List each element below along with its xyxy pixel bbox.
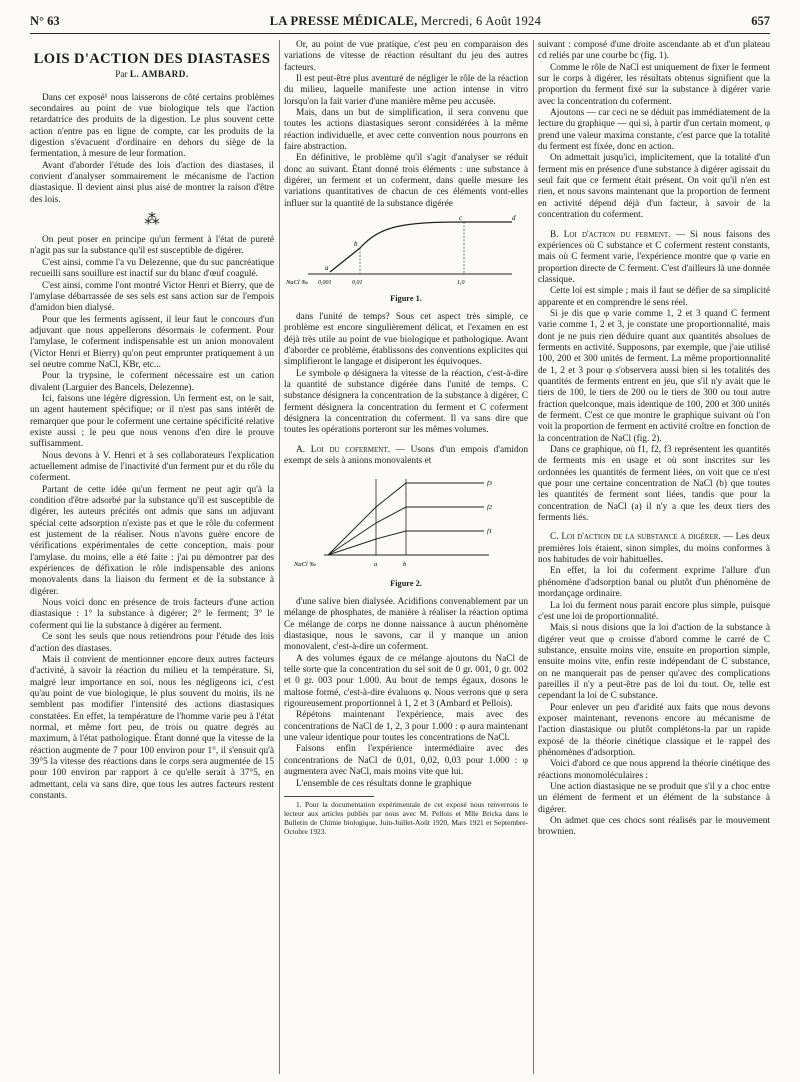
paragraph: Faisons enfin l'expérience intermédiaire avec des concentrations de NaCl de 0,01, 0,02, 0,03 pour 1.000 : φ augmentera avec NaCl, mais moins vite que lui. xyxy=(284,744,528,778)
journal-name: LA PRESSE MÉDICALE, xyxy=(269,13,418,28)
author-name: L. AMBARD. xyxy=(129,69,189,80)
section-c xyxy=(538,532,770,566)
paragraph: Mais si nous disions que la loi d'action de la substance à digérer veut que φ croisse d'abord comme le carré de C substance, ensuite moins vite, ensuite en proportion simple, ensuite moins vite, enfin reste indépendant de C substance, on ne manquerait pas de penser qu'avec des complications pareilles il n'y a peut-être pas de loi du tout. Or, telle est cependant la loi de C substance. xyxy=(538,623,770,702)
curve-bc xyxy=(360,222,464,248)
section-stars: ⁂ xyxy=(144,212,160,229)
paragraph: Dans cet exposé¹ nous laisserons de côté certains problèmes secondaires au point de vue biologique tels que l'action retardatrice des produits de la digestion. Le plus souvent cette action n'entre pas en ligne de compte, car les produits de la digestion s'évacuent d'ordinaire en dehors du siège de la fermentation, à mesure de leur formation. xyxy=(30,92,274,160)
journal-line xyxy=(270,14,541,29)
figure-2 xyxy=(284,471,528,575)
paragraph: Nous devons à V. Henri et à ses collaborateurs l'explication actuellement admise de l'inactivité d'un ferment pur et du rôle du coferment. xyxy=(30,450,274,484)
paragraph: En effet, la loi du coferment exprime l'allure d'un phénomène d'adsorption banal ou plutôt d'un phénomène de mordançage ordinaire. xyxy=(538,566,770,600)
paragraph: Ce sont les seuls que nous retiendrons pour l'étude des lois d'action des diastases. xyxy=(30,632,274,654)
header-rule xyxy=(30,33,770,34)
column-1 xyxy=(30,40,274,1076)
paragraph: Dans ce graphique, où f1, f2, f3 représentent les quantités de ferments mis en usage et où sont inscrites sur les ordonnées les quantités de ferment liées, on voit que ce n'est que pour une certaine concentration de NaCl (b) que toutes les quantités de ferment sont liées, tandis que pour la concentration de NaCl (a) il n'y a que les deux tiers des ferments liés. xyxy=(538,445,770,524)
x-axis-label: NaCl ‰ xyxy=(294,561,316,569)
figure-2-caption: Figure 2. xyxy=(390,578,422,588)
figure-2-graph xyxy=(284,471,528,571)
paragraph: Il est peut-être plus aventuré de négliger le rôle de la réaction du milieu, laquelle manifeste une action intense in vitro lorsqu'on la fait varier d'une manière même peu accusée. xyxy=(284,74,528,107)
series-label-f1: f1 xyxy=(487,528,493,536)
paragraph: C'est ainsi, comme l'ont montré Victor Henri et Bierry, que de l'amylase débarrassée de ses sels est sans action sur de l'empois d'amidon bien dialysé. xyxy=(30,280,274,314)
x-tick-b: b xyxy=(403,561,407,569)
segment-ab xyxy=(330,248,360,272)
paragraph: On peut poser en principe qu'un ferment à l'état de pureté n'agit pas sur la substance qu'il est susceptible de digérer. xyxy=(30,235,274,257)
paragraph: dans l'unité de temps? Sous cet aspect très simple, ce problème est encore singulièrement délicat, et l'examen en est déjà très utile au point de vue biologique et pathologique. Avant d'aborder ce problème, établissons des conventions explicites qui simplifieront le langage et disiperont les équivoques. xyxy=(284,311,528,368)
column-2 xyxy=(284,40,528,1076)
paragraph: Nous voici donc en présence de trois facteurs d'une action diastasique : 1° la substance à digérer; 2° le ferment; 3° le coferment qui lie la substance à digérer au ferment. xyxy=(30,598,274,631)
section-b-text: — Si nous faisons des expériences où C substance et C coferment restent constants, mais où C ferment varie, l'expérience montre que φ varie en proportion directe de C ferment. C'est d'ailleurs là une donnée classique. xyxy=(538,229,770,285)
point-a-label: a xyxy=(325,264,329,273)
x-tick: 0,01 xyxy=(352,280,363,287)
section-a xyxy=(284,445,528,468)
paragraph: En définitive, le problème qu'il s'agit d'analyser se réduit donc au suivant. Étant donné trois éléments : une substance à digérer, un ferment et un coferment, dans quelle mesure les variations quantitatives de chacun de ces éléments vont-elles influer sur la quantité de la substance digérée xyxy=(284,153,528,209)
paragraph: Pour que les ferments agissent, il leur faut le concours d'un adjuvant que nous appellerons désormais le coferment. Pour l'amylase, le coferment indispensable est un anion monovalent (Victor Henri et Bierry) qu'on peut emprunter pratiquement à un sel neutre comme NaCl, KBr, etc... xyxy=(30,314,274,370)
paragraph: Partant de cette idée qu'un ferment ne peut agir qu'à la condition d'être adsorbé par la substance qu'il est susceptible de digérer, les auteurs précités ont admis que sans un adjuvant spécial cette adsorption n'existe pas et que le rôle du coferment est justement de la réaliser. Nous n'avons guère encore de vérifications expérimentales de cette conception, mais pour l'amylase. du moins, elle a été faite : j'ai pu démontrer par des expériences de défixation le rôle indispensable des anions monovalents dans la liaison du ferment et de la substance à digérer. xyxy=(30,484,274,597)
column-3 xyxy=(538,40,770,1076)
paragraph: Avant d'aborder l'étude des lois d'action des diastases, il convient d'analyser sommairement le mécanisme de l'action diastasique. Il devient ainsi plus aisé de montrer la raison d'être des lois. xyxy=(30,160,274,205)
paragraph: Voici d'abord ce que nous apprend la théorie cinétique des réactions monomoléculaires : xyxy=(538,759,770,781)
article-author xyxy=(30,69,274,80)
paragraph: C'est ainsi, comme l'a vu Delezenne, que du suc pancréatique recueilli sans souillure est inactif sur du blanc d'œuf coagulé. xyxy=(30,257,274,280)
section-a-heading: A. Loi du coferment. xyxy=(296,444,390,455)
page-number-left: N° 63 xyxy=(30,13,60,28)
x-tick: 0,001 xyxy=(318,280,332,287)
paragraph: Mais, dans un but de simplification, il sera convenu que toutes les actions diastasiques seront considérées à la même réaction individuelle, et avec cette convention nous pourrons en faire abstraction. xyxy=(284,108,528,153)
paragraph: La loi du ferment nous parait encore plus simple, puisque c'est une loi de proportionnalité. xyxy=(538,600,770,622)
page-number-right: 657 xyxy=(751,13,770,28)
figure-1-graph xyxy=(284,214,528,286)
section-a-text: — Usons d'un empois d'amidon exempt de sels à anions monovalents et xyxy=(284,444,528,466)
x-tick-a: a xyxy=(374,561,378,569)
paragraph: Ajoutons — car ceci ne se déduit pas immédiatement de la lecture du graphique — qui si, à partir d'un certain moment, φ prend une valeur maxima constante, c'est parce que la totalité du ferment est fixée, donc en action. xyxy=(538,108,770,153)
paragraph: On admettait jusqu'ici, implicitement, que la totalité d'un ferment mis en présence d'une substance à digérer agissait du seul fait que ce ferment était présent. On voit qu'il n'en est rien, et nous savons maintenant que la proportion de ferment en activité dépend déjà d'un facteur, à savoir de la concentration du coferment. xyxy=(538,153,770,221)
paragraph: d'une salive bien dialysée. Acidifions convenablement par un mélange de phosphates, de manière à réaliser la réaction optima Ce mélange de corps ne donne naissance à aucun phénomène diastasique, nous le savons, car il y manque un anion monovalent, c'est-à-dire un coferment. xyxy=(284,597,528,653)
footnote: 1. Pour la documentation expérimentale de cet exposé nous renverrons le lecteur aux articles publiés par nous avec M. Pellois et Mlle Bricka dans le Bulletin de Chimie biologique, Juin-Juillet-Août 1920, Mars 1921 et Septembre-Octobre 1923. xyxy=(284,799,528,837)
paragraph: Le symbole φ désignera la vitesse de la réaction, c'est-à-dire la quantité de substance digérée dans l'unité de temps. C substance désignera la concentration de la substance à digérer, C ferment désignera la concentration du ferment et C coferment désignera la concentration du coferment. Il va sans dire que toutes les opérations porteront sur les mêmes volumes. xyxy=(284,368,528,436)
section-c-heading: C. Loi d'action de la substance a digérer. xyxy=(550,532,721,543)
paragraph: Mais il convient de mentionner encore deux autres facteurs d'activité, à savoir la réaction du milieu et la température. Si, malgré leur importance en soi, nous les négligeons ici, c'est qu'au point de vue biologique, le plus souvent du moins, ils ne semblent pas modifier l'intensité des actions diastasiques constatées. En effet, la température de l'homme varie peu à l'état normal, et même fort peu, de trois ou quatre degrés au maximum, à l'état pathologique. Étant donné que la vitesse de la réaction augmente de 7 pour 100 environ pour 1°, il s'ensuit qu'à 39°5 la vitesse des réactions dans le corps sera augmentée de 15 pour 100 environ par rapport à ce qu'elle serait à 37°5, en admettant, cela va sans dire, que tous les autres facteurs restent constants. xyxy=(30,654,274,801)
figure-1-caption: Figure 1. xyxy=(390,293,422,303)
column-divider xyxy=(533,40,534,1074)
point-d-label: d xyxy=(512,214,516,223)
paragraph: Comme le rôle de NaCl est uniquement de fixer le ferment sur le corps à digérer, les résultats obtenus signifient que la proportion du ferment fixé sur la substance à digérer varie avec la concentration du coferment. xyxy=(538,62,770,107)
issue-date: Mercredi, 6 Août 1924 xyxy=(420,13,542,28)
point-c-label: c xyxy=(459,214,463,223)
paragraph: Une action diastasique ne se produit que s'il y a choc entre un élément de ferment et un élément de la substance à digérer. xyxy=(538,782,770,815)
paragraph: Si je dis que φ varie comme 1, 2 et 3 quand C ferment varie comme 1, 2 et 3, je constate une proportionnalité, mais dont je ne puis rien déduire quant aux quantités absolues de ferments en activité. Supposons, par exemple, que j'aie utilisé 100, 200 et 300 unités de ferment. La même proportionnalité de 1, 2 et 3 pour φ s'observera aussi bien si les totalités des quantités de ferments entrent en jeu, que s'il n'y avait que le tiers de 100, le tiers de 200 ou le tiers de 300 ou tout autre fraction quelconque, mais identique de 100, 200 et 300 unités de ferment. C'est ce que montre le graphique suivant où l'on voit la proportion de ferment en activité croître en fonction de la concentration de NaCl (fig. 2). xyxy=(538,308,770,444)
point-b-label: b xyxy=(354,240,358,249)
paragraph: Or, au point de vue pratique, c'est peu en comparaison des variations de vitesse de réaction résultant du jeu des autres facteurs. xyxy=(284,40,528,73)
figure-1 xyxy=(284,214,528,290)
column-divider xyxy=(279,40,280,1074)
paragraph: A des volumes égaux de ce mélange ajoutons du NaCl de telle sorte que la concentration du sel soit de 0 gr. 001, 0 gr. 002 et 0 gr. 003 pour 1.000. Au bout de temps égaux, dosons le maltose formé, c'est-à-dire évaluons φ. Nous verrons que φ sera rigoureusement proportionnel à 1, 2 et 3 (Ambard et Pellois). xyxy=(284,653,528,710)
paragraph: L'ensemble de ces résultats donne le graphique xyxy=(296,778,472,789)
paragraph: On admet que ces chocs sont réalisés par le mouvement brownien. xyxy=(538,816,770,838)
paragraph: Répétons maintenant l'expérience, mais avec des concentrations de NaCl de 1, 2, 3 pour 1.000 : φ aura maintenant une valeur identique pour toutes les concentrations de NaCl. xyxy=(284,710,528,744)
paragraph: Ici, faisons une légère digression. Un ferment est, on le sait, un agent hautement spécifique; or il n'est pas sans intérêt de remarquer que pour le coferment une certaine spécificité relative existe aussi ; le peu que nous venons d'en dire le prouve suffisamment. xyxy=(30,393,274,450)
paragraph: suivant : composé d'une droite ascendante ab et d'un plateau cd reliés par une courbe bc (fig. 1). xyxy=(538,40,770,62)
paragraph: Cette loi est simple ; mais il faut se défier de sa simplicité apparente et en comprendre le sens réel. xyxy=(538,286,770,308)
paragraph: Pour enlever un peu d'aridité aux faits que nous devons exposer maintenant, revenons encore au mécanisme de l'action diastasique ou plutôt complétons-la par un rapide exposé de la théorie cinétique classique et le rappel des phénomènes d'adsorption. xyxy=(538,702,770,758)
series-label-f2: f2 xyxy=(487,504,493,512)
section-b-heading: B. Loi d'action du ferment. xyxy=(550,229,671,240)
x-tick: 1,0 xyxy=(457,280,465,287)
running-header xyxy=(30,10,770,32)
article-title: LOIS D'ACTION DES DIASTASES xyxy=(33,51,271,67)
footnote-rule xyxy=(284,796,374,797)
series-label-f3: f3 xyxy=(487,480,493,488)
section-c-text: — Les deux premières lois étaient, sinon simples, du moins conformes à nos habitudes de voir habituelles. xyxy=(538,532,770,566)
paragraph: Pour la trypsine, le coferment nécessaire est un cation divalent (Larguier des Bancels, Delezenne). xyxy=(30,371,274,393)
author-prefix: Par xyxy=(115,69,128,80)
section-b xyxy=(538,230,770,287)
x-axis-label: NaCl ‰ xyxy=(286,279,308,287)
